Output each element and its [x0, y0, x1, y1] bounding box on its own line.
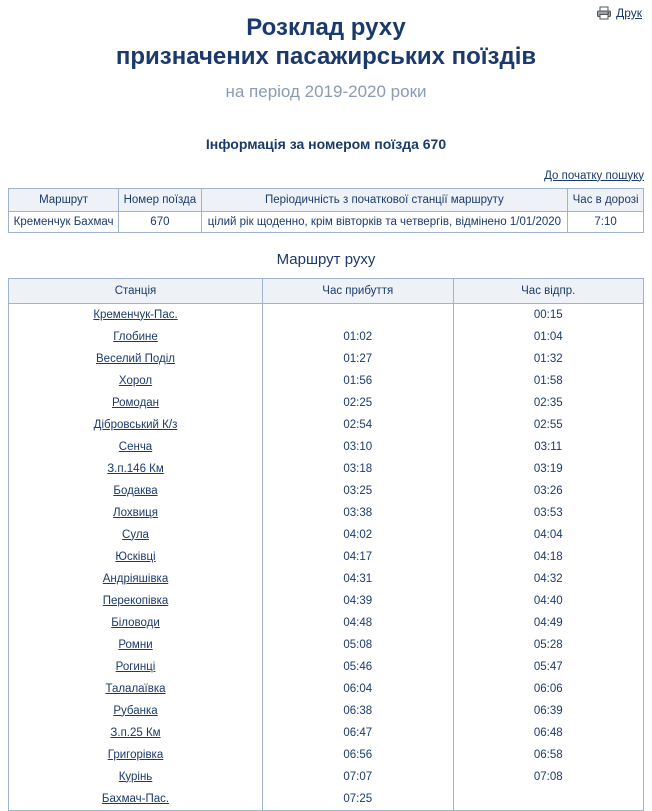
route-cell-arrival: 02:25 — [263, 392, 454, 414]
station-link[interactable]: Курінь — [118, 770, 153, 783]
summary-cell-travel-time: 7:10 — [568, 211, 644, 232]
summary-cell-route: Кременчук Бахмач — [9, 211, 119, 232]
table-row — [9, 370, 644, 392]
route-cell-departure: 01:04 — [453, 326, 644, 348]
table-row — [9, 744, 644, 766]
route-cell-station — [9, 700, 263, 722]
station-link[interactable]: Сенча — [118, 440, 153, 453]
route-header-row — [9, 278, 644, 303]
route-cell-station — [9, 634, 263, 656]
table-row — [9, 348, 644, 370]
table-row — [9, 480, 644, 502]
table-row — [9, 678, 644, 700]
route-cell-departure: 06:39 — [453, 700, 644, 722]
route-cell-station — [9, 656, 263, 678]
table-row — [9, 722, 644, 744]
route-cell-station — [9, 414, 263, 436]
table-row — [9, 546, 644, 568]
route-cell-station — [9, 678, 263, 700]
summary-header-number: Номер поїзда — [119, 188, 202, 211]
summary-cell-periodicity: цілий рік щоденно, крім вівторків та четвергів, відмінено 1/01/2020 — [201, 211, 568, 232]
route-cell-station — [9, 326, 263, 348]
station-link[interactable]: Ромни — [118, 638, 153, 651]
table-row — [9, 590, 644, 612]
station-link[interactable]: Дібровський К/з — [93, 418, 178, 431]
route-cell-departure: 03:26 — [453, 480, 644, 502]
station-link[interactable]: Лохвиця — [113, 506, 158, 519]
route-cell-departure: 01:32 — [453, 348, 644, 370]
station-link[interactable]: Рубанка — [113, 704, 158, 717]
route-cell-departure: 04:49 — [453, 612, 644, 634]
table-row — [9, 656, 644, 678]
route-cell-station — [9, 502, 263, 524]
table-row — [9, 303, 644, 326]
route-cell-arrival: 04:39 — [263, 590, 454, 612]
route-cell-arrival: 04:31 — [263, 568, 454, 590]
summary-header-travel-time: Час в дорозі — [568, 188, 644, 211]
route-cell-arrival: 05:08 — [263, 634, 454, 656]
route-cell-station — [9, 568, 263, 590]
station-link[interactable]: Бахмач-Пас. — [101, 792, 170, 805]
summary-header-route: Маршрут — [9, 188, 119, 211]
page-title — [0, 0, 652, 102]
route-cell-arrival: 03:18 — [263, 458, 454, 480]
summary-row — [9, 211, 644, 232]
route-cell-station — [9, 436, 263, 458]
back-to-search-link[interactable]: До початку пошуку — [544, 169, 644, 182]
route-cell-arrival: 04:48 — [263, 612, 454, 634]
table-row — [9, 392, 644, 414]
route-cell-departure: 03:53 — [453, 502, 644, 524]
route-cell-arrival: 01:56 — [263, 370, 454, 392]
station-link[interactable]: Бодаква — [113, 484, 158, 497]
route-cell-departure: 04:04 — [453, 524, 644, 546]
route-cell-departure: 02:55 — [453, 414, 644, 436]
summary-header-row — [9, 188, 644, 211]
route-cell-departure: 03:19 — [453, 458, 644, 480]
route-cell-departure: 05:47 — [453, 656, 644, 678]
route-cell-departure — [453, 788, 644, 811]
title-line-2: призначених пасажирських поїздів — [115, 42, 537, 70]
station-link[interactable]: Ромодан — [111, 396, 160, 409]
station-link[interactable]: З.п.146 Км — [107, 462, 164, 475]
table-row — [9, 766, 644, 788]
station-link[interactable]: Юсківці — [115, 550, 156, 563]
train-summary-table — [8, 188, 644, 233]
route-cell-arrival — [263, 303, 454, 326]
station-link[interactable]: Григорівка — [107, 748, 164, 761]
route-cell-station — [9, 480, 263, 502]
station-link[interactable]: Перекопівка — [102, 594, 169, 607]
route-cell-departure: 05:28 — [453, 634, 644, 656]
station-link[interactable]: Андріяшівка — [102, 572, 169, 585]
route-rows-body — [9, 303, 644, 810]
route-title: Маршрут руху — [276, 250, 376, 268]
route-cell-station — [9, 370, 263, 392]
summary-cell-number: 670 — [119, 211, 202, 232]
printer-icon — [596, 6, 612, 20]
route-cell-station — [9, 788, 263, 811]
route-cell-station — [9, 546, 263, 568]
route-cell-departure: 04:18 — [453, 546, 644, 568]
station-link[interactable]: Талалаївка — [105, 682, 166, 695]
print-link[interactable]: Друк — [616, 6, 642, 20]
route-cell-arrival: 06:04 — [263, 678, 454, 700]
table-row — [9, 700, 644, 722]
route-cell-station — [9, 458, 263, 480]
print-bar[interactable] — [596, 6, 642, 20]
route-cell-arrival: 02:54 — [263, 414, 454, 436]
route-cell-arrival: 04:02 — [263, 524, 454, 546]
route-cell-departure: 04:40 — [453, 590, 644, 612]
table-row — [9, 502, 644, 524]
station-link[interactable]: Біловоди — [111, 616, 160, 629]
table-row — [9, 436, 644, 458]
route-cell-station — [9, 590, 263, 612]
route-cell-departure: 02:35 — [453, 392, 644, 414]
route-cell-station — [9, 612, 263, 634]
station-link[interactable]: З.п.25 Км — [110, 726, 161, 739]
route-cell-arrival: 03:10 — [263, 436, 454, 458]
route-header-station: Станція — [9, 278, 263, 303]
route-cell-arrival: 06:47 — [263, 722, 454, 744]
route-cell-departure: 06:58 — [453, 744, 644, 766]
route-cell-departure: 06:06 — [453, 678, 644, 700]
route-cell-arrival: 01:02 — [263, 326, 454, 348]
table-row — [9, 326, 644, 348]
route-cell-arrival: 06:56 — [263, 744, 454, 766]
route-cell-arrival: 03:38 — [263, 502, 454, 524]
title-line-1: Розклад руху — [246, 14, 406, 41]
station-link[interactable]: Глобине — [113, 330, 158, 343]
route-cell-station — [9, 392, 263, 414]
station-link[interactable]: Хорол — [118, 374, 153, 387]
table-row — [9, 458, 644, 480]
route-cell-departure: 00:15 — [453, 303, 644, 326]
table-row — [9, 634, 644, 656]
route-cell-arrival: 05:46 — [263, 656, 454, 678]
table-row — [9, 788, 644, 811]
route-cell-departure: 07:08 — [453, 766, 644, 788]
station-link[interactable]: Сула — [122, 528, 149, 541]
info-title: Інформація за номером поїзда 670 — [205, 135, 447, 152]
route-cell-station — [9, 766, 263, 788]
table-row — [9, 524, 644, 546]
route-cell-departure: 06:48 — [453, 722, 644, 744]
station-link[interactable]: Веселий Поділ — [96, 352, 175, 365]
station-link[interactable]: Рогинці — [115, 660, 156, 673]
station-link[interactable]: Кременчук-Пас. — [93, 308, 178, 321]
summary-header-periodicity: Періодичність з початкової станції маршруту — [201, 188, 568, 211]
route-cell-arrival: 01:27 — [263, 348, 454, 370]
route-cell-station — [9, 303, 263, 326]
route-header-arrival: Час прибуття — [263, 278, 454, 303]
route-cell-station — [9, 524, 263, 546]
table-row — [9, 568, 644, 590]
route-header-departure: Час відпр. — [453, 278, 644, 303]
table-row — [9, 612, 644, 634]
route-cell-arrival: 04:17 — [263, 546, 454, 568]
route-cell-station — [9, 348, 263, 370]
route-stops-table — [8, 278, 644, 811]
route-cell-station — [9, 722, 263, 744]
title-subtitle: на період 2019-2020 роки — [225, 81, 427, 101]
route-cell-arrival: 06:38 — [263, 700, 454, 722]
route-cell-arrival: 03:25 — [263, 480, 454, 502]
route-cell-arrival: 07:25 — [263, 788, 454, 811]
route-cell-departure: 04:32 — [453, 568, 644, 590]
route-cell-departure: 03:11 — [453, 436, 644, 458]
route-cell-station — [9, 744, 263, 766]
table-row — [9, 414, 644, 436]
route-cell-arrival: 07:07 — [263, 766, 454, 788]
route-cell-departure: 01:58 — [453, 370, 644, 392]
back-link-row — [0, 168, 652, 182]
